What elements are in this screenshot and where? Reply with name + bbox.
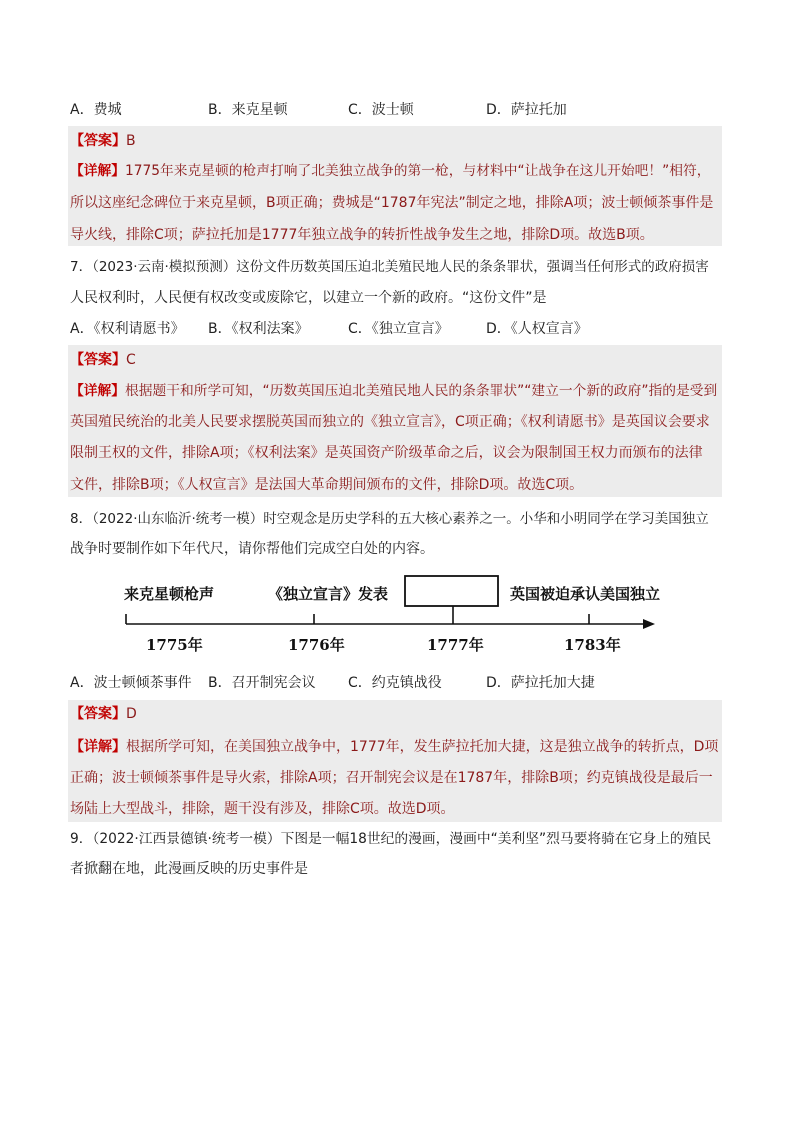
q7-detail-line-2: 英国殖民统治的北美人民要求摆脱英国而独立的《独立宣言》，C项正确；《权利请愿书》是英国议会要求 <box>70 414 710 430</box>
q7-option-b: B．《权利法案》 <box>208 321 309 337</box>
timeline-year-label: 1783年 <box>564 636 621 654</box>
answer-tag: 【答案】 <box>70 352 126 368</box>
timeline-event-label: 英国被迫承认美国独立 <box>510 585 661 603</box>
q6-option-a: A．费城 <box>70 102 122 118</box>
detail-tag: 【详解】 <box>70 739 126 755</box>
q7-detail-line-3: 限制王权的文件，排除A项；《权利法案》是英国资产阶级革命之后，议会为限制国王权力而颁布的法律 <box>70 445 703 461</box>
q6-options <box>70 100 690 120</box>
answer-tag: 【答案】 <box>70 133 126 149</box>
q7-option-d: D．《人权宣言》 <box>486 321 588 337</box>
detail-tag: 【详解】 <box>70 163 126 179</box>
q7-detail-line-4: 文件，排除B项；《人权宣言》是法国大革命期间颁布的文件，排除D项。故选C项。 <box>70 477 584 493</box>
q8-detail-line-1: 【详解】根据所学可知，在美国独立战争中，1777年，发生萨拉托加大捷，这是独立战争的转折点，D项 <box>70 739 719 755</box>
q7-options <box>70 319 690 339</box>
q6-detail-line-2: 所以这座纪念碑位于来克星顿，B项正确；费城是“1787年宪法”制定之地，排除A项；波士顿倾茶事件是 <box>70 195 714 211</box>
q7-answer <box>70 350 136 370</box>
q6-detail-line-3: 导火线，排除C项；萨拉托加是1777年独立战争的转折性战争发生之地，排除D项。故选B项。 <box>70 227 654 243</box>
q7-option-c: C．《独立宣言》 <box>348 321 449 337</box>
q7-detail-line-1: 【详解】根据题干和所学可知，“历数英国压迫北美殖民地人民的条条罪状”“建立一个新的政府”指的是受到 <box>70 383 718 399</box>
q9-stem-line-1: 9．（2022·江西景德镇·统考一模）下图是一幅18世纪的漫画，漫画中“美利坚”烈马要将骑在它身上的殖民 <box>70 831 712 847</box>
q7-stem-line-1: 7．（2023·云南·模拟预测）这份文件历数英国压迫北美殖民地人民的条条罪状，强调当任何形式的政府损害 <box>70 259 709 275</box>
answer-tag: 【答案】 <box>70 706 126 722</box>
q6-option-c: C．波士顿 <box>348 102 414 118</box>
timeline-blank-box <box>405 576 498 606</box>
q6-option-d: D．萨拉托加 <box>486 102 567 118</box>
q8-detail-line-3: 场陆上大型战斗，排除，题干没有涉及，排除C项。故选D项。 <box>70 801 455 817</box>
q6-answer <box>70 131 136 151</box>
q8-stem-line-2: 战争时要制作如下年代尺，请你帮他们完成空白处的内容。 <box>70 541 434 557</box>
answer-value: B <box>126 133 136 149</box>
answer-value: C <box>126 352 136 368</box>
q8-options <box>70 673 690 693</box>
timeline-arrow-icon <box>643 619 655 629</box>
q8-detail-line-2: 正确；波士顿倾茶事件是导火索，排除A项；召开制宪会议是在1787年，排除B项；约克镇战役是最后一 <box>70 770 713 786</box>
q8-option-a: A．波士顿倾茶事件 <box>70 675 192 691</box>
timeline-event-label: 来克星顿枪声 <box>124 585 215 603</box>
q8-option-d: D．萨拉托加大捷 <box>486 675 595 691</box>
detail-tag: 【详解】 <box>70 383 126 399</box>
q6-detail-line-1: 【详解】1775年来克星顿的枪声打响了北美独立战争的第一枪，与材料中“让战争在这儿开始吧！”相符， <box>70 163 711 179</box>
q9-stem-line-2: 者掀翻在地，此漫画反映的历史事件是 <box>70 861 308 877</box>
q8-option-b: B．召开制宪会议 <box>208 675 316 691</box>
timeline-year-label: 1777年 <box>427 636 484 654</box>
timeline-figure <box>118 572 663 658</box>
q7-option-a: A．《权利请愿书》 <box>70 321 185 337</box>
q8-option-c: C．约克镇战役 <box>348 675 442 691</box>
timeline-event-label: 《独立宣言》发表 <box>268 585 389 603</box>
q7-stem-line-2: 人民权利时，人民便有权改变或废除它，以建立一个新的政府。“这份文件”是 <box>70 290 547 306</box>
q8-answer <box>70 704 137 724</box>
q6-option-b: B．来克星顿 <box>208 102 288 118</box>
answer-value: D <box>126 706 137 722</box>
q8-stem-line-1: 8．（2022·山东临沂·统考一模）时空观念是历史学科的五大核心素养之一。小华和小明同学在学习美国独立 <box>70 511 709 527</box>
timeline-year-label: 1776年 <box>288 636 345 654</box>
timeline-year-label: 1775年 <box>146 636 203 654</box>
